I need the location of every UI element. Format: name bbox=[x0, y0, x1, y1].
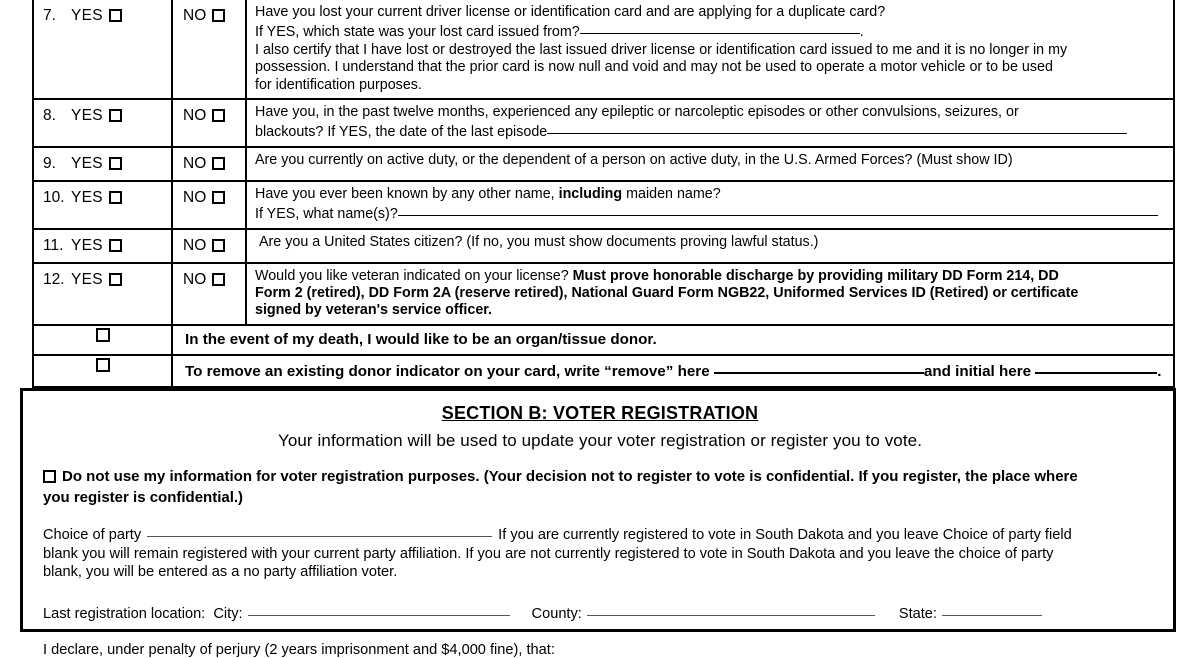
remove-donor-checkbox-cell[interactable] bbox=[33, 355, 172, 387]
table-row bbox=[33, 325, 1174, 355]
organ-donor-text: In the event of my death, I would like to be an organ/tissue donor. bbox=[185, 330, 657, 348]
question-7-state-blank[interactable] bbox=[580, 21, 860, 34]
voter-opt-out-line-2: you register is confidential.) bbox=[43, 488, 244, 506]
organ-donor-checkbox-cell[interactable] bbox=[33, 325, 172, 355]
question-12-line-2: Form 2 (retired), DD Form 2A (reserve retired), National Guard Form NGB22, Uniformed Services ID (Retired) or certificate bbox=[255, 285, 1079, 302]
remove-donor-initial-blank[interactable] bbox=[1035, 360, 1157, 374]
choice-of-party-label: Choice of party bbox=[43, 527, 142, 543]
question-7-number: 7. bbox=[43, 7, 56, 24]
remove-donor-text-middle: and initial here bbox=[923, 362, 1036, 380]
last-registration-location-row bbox=[43, 604, 1157, 622]
question-10-yes-label: YES bbox=[71, 188, 103, 206]
question-10-line-2: If YES, what name(s)? bbox=[255, 206, 398, 223]
question-8-yes-label: YES bbox=[71, 107, 103, 125]
question-9-no-label: NO bbox=[183, 154, 207, 172]
voter-opt-out-line-1: Do not use my information for voter registration purposes. (Your decision not to register to vote is confidential. If you register, the place where bbox=[62, 468, 1078, 485]
county-input[interactable] bbox=[587, 604, 875, 616]
question-9-text-cell bbox=[246, 147, 1174, 181]
question-11-number: 11. bbox=[43, 236, 64, 254]
question-11-line-1: Are you a United States citizen? (If no, you must show documents proving lawful status.) bbox=[259, 233, 819, 250]
question-10-text-cell bbox=[246, 181, 1174, 229]
perjury-declaration-text: I declare, under penalty of perjury (2 years imprisonment and $4,000 fine), that: bbox=[43, 641, 555, 658]
question-11-yes-checkbox[interactable] bbox=[109, 239, 122, 252]
question-10-line-1: Have you ever been known by any other name, including maiden name? bbox=[255, 185, 721, 202]
question-12-no-label: NO bbox=[183, 270, 207, 288]
table-row bbox=[33, 181, 1174, 229]
question-12-line-1 bbox=[255, 268, 1167, 285]
city-input[interactable] bbox=[248, 604, 510, 616]
question-11-no-checkbox[interactable] bbox=[212, 239, 225, 252]
county-label: County: bbox=[531, 605, 582, 622]
question-12-no-checkbox[interactable] bbox=[212, 273, 225, 286]
question-8-line-2: blackouts? If YES, the date of the last episode bbox=[255, 124, 548, 141]
question-12-yes-cell[interactable] bbox=[33, 263, 172, 325]
state-input[interactable] bbox=[942, 604, 1042, 616]
question-8-yes-checkbox[interactable] bbox=[109, 109, 122, 122]
question-8-text-cell bbox=[246, 99, 1174, 147]
question-10-name-blank[interactable] bbox=[398, 203, 1158, 216]
question-7-line-2: If YES, which state was your lost card issued from? bbox=[255, 24, 580, 41]
question-11-yes-label: YES bbox=[71, 236, 103, 254]
question-8-number: 8. bbox=[43, 107, 56, 125]
question-10-yes-checkbox[interactable] bbox=[109, 191, 122, 204]
question-8-no-cell[interactable] bbox=[172, 99, 246, 147]
choice-of-party-block bbox=[43, 525, 1157, 582]
table-row bbox=[33, 229, 1174, 263]
question-10-no-cell[interactable] bbox=[172, 181, 246, 229]
question-9-no-checkbox[interactable] bbox=[212, 157, 225, 170]
question-8-yes-cell[interactable] bbox=[33, 99, 172, 147]
question-8-line-1: Have you, in the past twelve months, experienced any epileptic or narcoleptic episodes or other convulsions, seizures, or bbox=[255, 104, 1019, 121]
question-8-no-label: NO bbox=[183, 107, 207, 125]
table-row bbox=[33, 355, 1174, 387]
question-11-text-cell bbox=[246, 229, 1174, 263]
question-7-line-3: I also certify that I have lost or destroyed the last issued driver license or identification card issued to me and it is no longer in my bbox=[255, 41, 1068, 58]
question-9-yes-checkbox[interactable] bbox=[109, 157, 122, 170]
question-9-number: 9. bbox=[43, 154, 56, 172]
question-12-yes-label: YES bbox=[71, 270, 103, 288]
city-label: City: bbox=[213, 605, 243, 622]
choice-of-party-line-3: blank, you will be entered as a no party affiliation voter. bbox=[43, 564, 398, 581]
question-11-no-cell[interactable] bbox=[172, 229, 246, 263]
question-10-yes-cell[interactable] bbox=[33, 181, 172, 229]
question-7-yes-cell[interactable] bbox=[33, 0, 172, 99]
question-12-lead: Would you like veteran indicated on your license? bbox=[255, 267, 573, 284]
question-9-line-1: Are you currently on active duty, or the dependent of a person on active duty, in the U.S. Armed Forces? (Must show ID) bbox=[255, 151, 1013, 168]
question-7-yes-label: YES bbox=[71, 7, 103, 24]
question-7-line-4: possession. I understand that the prior card is now null and void and may not be used to operate a motor vehicle or to be used bbox=[255, 59, 1053, 76]
question-11-no-label: NO bbox=[183, 236, 207, 254]
state-label: State: bbox=[898, 605, 937, 622]
section-b-title: SECTION B: VOTER REGISTRATION bbox=[441, 403, 759, 423]
question-9-yes-cell[interactable] bbox=[33, 147, 172, 181]
question-12-yes-checkbox[interactable] bbox=[109, 273, 122, 286]
table-row bbox=[33, 147, 1174, 181]
remove-donor-write-blank[interactable] bbox=[714, 360, 924, 374]
question-8-no-checkbox[interactable] bbox=[212, 109, 225, 122]
question-7-line-1: Have you lost your current driver license or identification card and are applying for a duplicate card? bbox=[255, 4, 886, 20]
question-12-line-3: signed by veteran's service officer. bbox=[255, 302, 493, 319]
table-row bbox=[33, 263, 1174, 325]
question-10-number: 10. bbox=[43, 188, 65, 206]
section-b-box bbox=[20, 388, 1176, 658]
choice-of-party-line-2: blank you will remain registered with your current party affiliation. If you are not currently registered to vote in South Dakota and you leave the choice of party bbox=[43, 545, 1054, 562]
choice-of-party-input[interactable] bbox=[147, 525, 492, 537]
remove-donor-text-after: . bbox=[1157, 362, 1162, 380]
section-b-subtitle: Your information will be used to update your voter registration or register you to vote. bbox=[277, 431, 923, 450]
question-7-no-cell[interactable] bbox=[172, 0, 246, 99]
voter-opt-out-checkbox[interactable] bbox=[43, 470, 56, 483]
question-12-number: 12. bbox=[43, 270, 65, 288]
question-7-line-5: for identification purposes. bbox=[255, 76, 422, 93]
remove-donor-text-before: To remove an existing donor indicator on your card, write “remove” here bbox=[185, 362, 714, 380]
question-11-yes-cell[interactable] bbox=[33, 229, 172, 263]
question-10-no-checkbox[interactable] bbox=[212, 191, 225, 204]
organ-donor-checkbox[interactable] bbox=[96, 328, 110, 342]
voter-opt-out-block bbox=[43, 467, 1157, 508]
question-7-no-checkbox[interactable] bbox=[212, 9, 225, 22]
last-registration-label: Last registration location: bbox=[43, 605, 206, 622]
question-7-no-label: NO bbox=[183, 7, 207, 24]
question-12-no-cell[interactable] bbox=[172, 263, 246, 325]
table-row bbox=[33, 99, 1174, 147]
question-8-date-blank[interactable] bbox=[547, 121, 1127, 134]
question-12-text-cell bbox=[246, 263, 1174, 325]
question-9-no-cell[interactable] bbox=[172, 147, 246, 181]
question-10-no-label: NO bbox=[183, 188, 207, 206]
remove-donor-checkbox[interactable] bbox=[96, 358, 110, 372]
choice-of-party-line-1-after: If you are currently registered to vote in South Dakota and you leave Choice of party field bbox=[498, 527, 1072, 543]
question-10-bold-word: including bbox=[558, 185, 623, 202]
organ-donor-text-cell bbox=[172, 325, 1174, 355]
question-12-bold-rest: Must prove honorable discharge by providing military DD Form 214, DD bbox=[572, 267, 1059, 284]
question-7-yes-checkbox[interactable] bbox=[109, 9, 122, 22]
question-7-text-cell: Have you lost your current driver license or identification card and are applying for a duplicate card? If YES, which state was your lost card issued from? . I also certify that I have lost or destroyed the last issued driver license or identification card issued to me and it is no longer in my possession. I understand that the prior card is now null and void and may not be used to operate a motor vehicle or to be used for identification purposes. bbox=[246, 0, 1174, 99]
remove-donor-text-cell bbox=[172, 355, 1174, 387]
section-a-question-table bbox=[32, 0, 1175, 388]
question-9-yes-label: YES bbox=[71, 154, 103, 172]
table-row bbox=[33, 0, 1174, 99]
